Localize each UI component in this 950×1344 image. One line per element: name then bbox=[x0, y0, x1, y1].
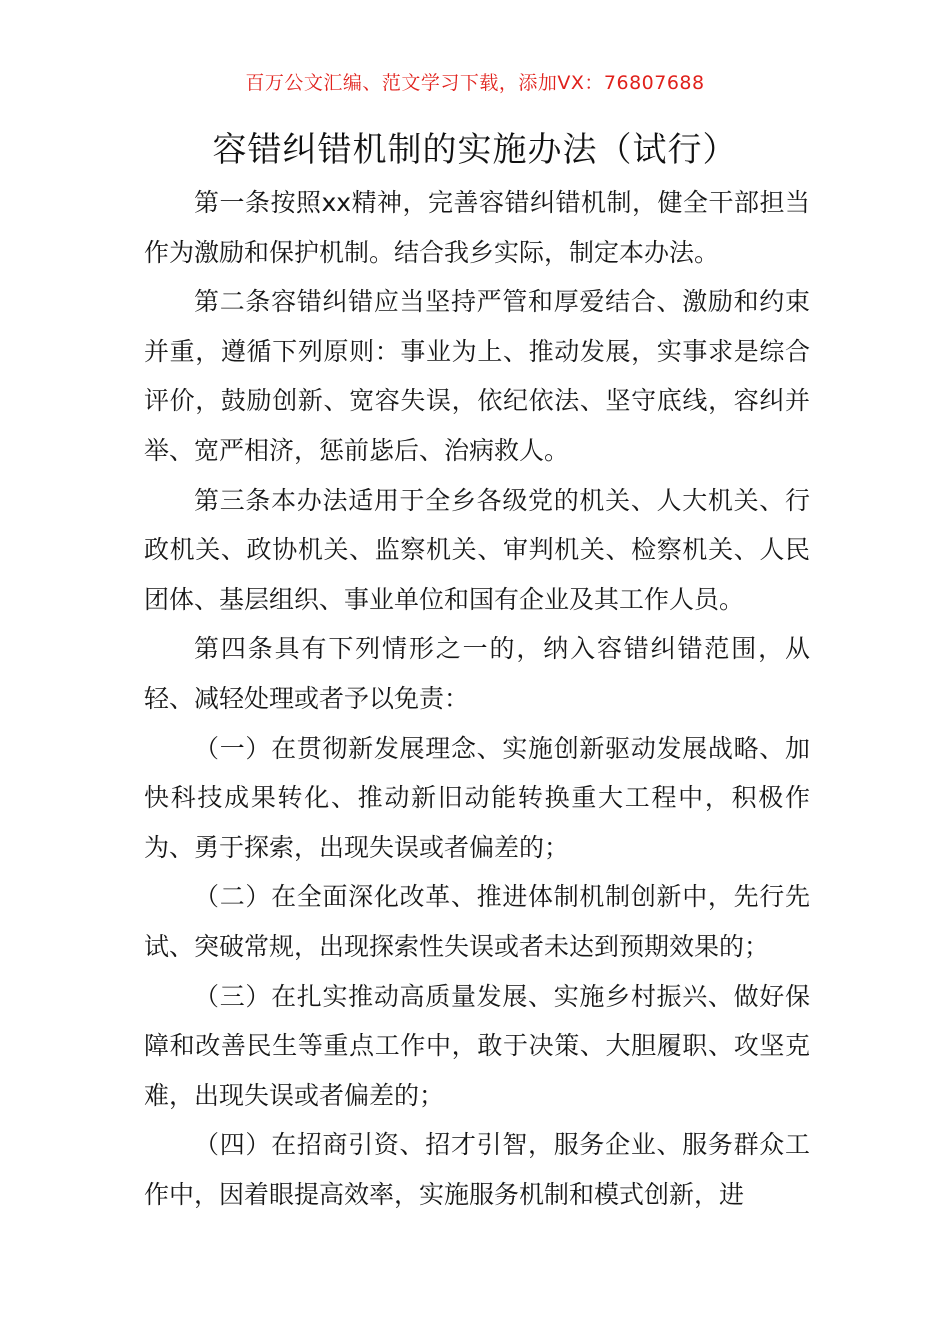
paragraph: （二）在全面深化改革、推进体制机制创新中，先行先试、突破常规，出现探索性失误或者未达到预期效果的； bbox=[144, 882, 810, 961]
paragraph: 第四条具有下列情形之一的，纳入容错纠错范围，从轻、减轻处理或者予以免责： bbox=[144, 634, 810, 713]
document-body bbox=[144, 178, 810, 1219]
paragraph: 第二条容错纠错应当坚持严管和厚爱结合、激励和约束并重，遵循下列原则：事业为上、推动发展，实事求是综合评价，鼓励创新、宽容失误，依纪依法、坚守底线，容纠并举、宽严相济，惩前毖后、治病救人。 bbox=[144, 287, 810, 465]
paragraph: （一）在贯彻新发展理念、实施创新驱动发展战略、加快科技成果转化、推动新旧动能转换重大工程中，积极作为、勇于探索，出现失误或者偏差的； bbox=[144, 733, 810, 862]
paragraph: （四）在招商引资、招才引智，服务企业、服务群众工作中，因着眼提高效率，实施服务机制和模式创新，进 bbox=[144, 1130, 810, 1209]
paragraph: （三）在扎实推动高质量发展、实施乡村振兴、做好保障和改善民生等重点工作中，敢于决策、大胆履职、攻坚克难，出现失误或者偏差的； bbox=[144, 981, 810, 1110]
paragraph: 第三条本办法适用于全乡各级党的机关、人大机关、行政机关、政协机关、监察机关、审判机关、检察机关、人民团体、基层组织、事业单位和国有企业及其工作人员。 bbox=[144, 485, 810, 614]
paragraph: 第一条按照xx精神，完善容错纠错机制，健全干部担当作为激励和保护机制。结合我乡实际，制定本办法。 bbox=[144, 188, 810, 267]
document-title: 容错纠错机制的实施办法（试行） bbox=[212, 130, 738, 170]
header-watermark-note: 百万公文汇编、范文学习下载，添加VX：76807688 bbox=[245, 72, 705, 94]
